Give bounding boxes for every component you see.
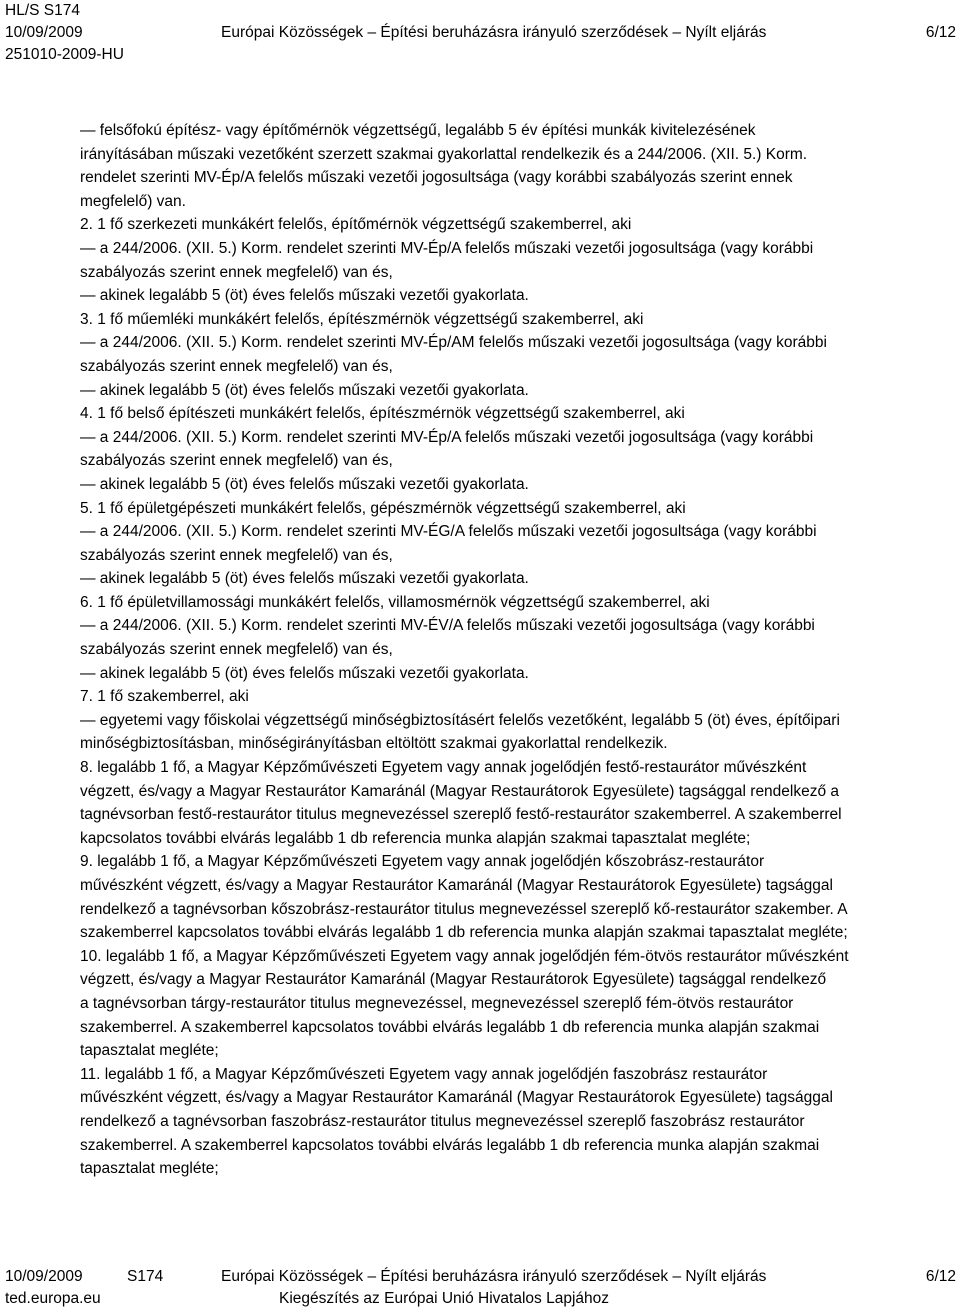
body-line: 2. 1 fő szerkezeti munkákért felelős, építőmérnök végzettségű szakemberrel, aki xyxy=(80,216,632,234)
body-line: — akinek legalább 5 (öt) éves felelős műszaki vezetői gyakorlata. xyxy=(80,570,529,588)
body-line: 9. legalább 1 fő, a Magyar Képzőművészeti Egyetem vagy annak jogelődjén kőszobrász-restaurátor xyxy=(80,853,765,871)
footer-site-link[interactable]: ted.europa.eu xyxy=(5,1290,101,1307)
body-line: tagnévsorban festő-restaurátor titulus megnevezéssel szereplő festő-restaurátor szakemberrel. A szakemberrel xyxy=(80,806,842,824)
body-line: — a 244/2006. (XII. 5.) Korm. rendelet szerinti MV-Ép/A felelős műszaki vezetői jogosultsága (vagy korábbi xyxy=(80,428,814,446)
body-line: — egyetemi vagy főiskolai végzettségű minőségbiztosításért felelős vezetőként, legalább 5 (öt) éves, építőipari xyxy=(80,711,840,729)
body-line: végzett, és/vagy a Magyar Restaurátor Kamaránál (Magyar Restaurátorok Egyesülete) tagsággal rendelkező xyxy=(80,971,827,989)
header-series: HL/S S174 xyxy=(5,2,80,19)
footer-series: S174 xyxy=(127,1268,164,1285)
body-line: 8. legalább 1 fő, a Magyar Képzőművészeti Egyetem vagy annak jogelődjén festő-restaurátor művészként xyxy=(80,759,807,777)
header-title: Európai Közösségek – Építési beruházásra irányuló szerződések – Nyílt eljárás xyxy=(221,24,767,41)
body-line: — a 244/2006. (XII. 5.) Korm. rendelet szerinti MV-ÉG/A felelős műszaki vezetői jogosultsága (vagy korábbi xyxy=(80,523,817,541)
body-line: művészként végzett, és/vagy a Magyar Restaurátor Kamaránál (Magyar Restaurátorok Egyesülete) tagsággal xyxy=(80,877,833,894)
body-line: — akinek legalább 5 (öt) éves felelős műszaki vezetői gyakorlata. xyxy=(80,475,529,493)
body-line: szabályozás szerint ennek megfelelő) van és, xyxy=(80,357,393,375)
body-line: szabályozás szerint ennek megfelelő) van és, xyxy=(80,546,393,564)
header-document-id: 251010-2009-HU xyxy=(5,46,124,63)
body-line: minőségbiztosításban, minőségirányításban eltöltött szakmai gyakorlattal rendelkezik. xyxy=(80,735,668,753)
footer-subtitle: Kiegészítés az Európai Unió Hivatalos Lapjához xyxy=(279,1290,609,1307)
body-line: a tagnévsorban tárgy-restaurátor titulus megnevezéssel, megnevezéssel szereplő fém-ötvös restaurátor xyxy=(80,994,794,1012)
header-date: 10/09/2009 xyxy=(5,24,83,41)
document-body xyxy=(80,119,956,1181)
body-line: tapasztalat megléte; xyxy=(80,1042,219,1060)
body-line: megfelelő) van. xyxy=(80,192,186,210)
body-line: művészként végzett, és/vagy a Magyar Restaurátor Kamaránál (Magyar Restaurátorok Egyesülete) tagsággal xyxy=(80,1089,833,1107)
body-line: 10. legalább 1 fő, a Magyar Képzőművészeti Egyetem vagy annak jogelődjén fém-ötvös restaurátor művészként xyxy=(80,947,849,965)
body-line: végzett, és/vagy a Magyar Restaurátor Kamaránál (Magyar Restaurátorok Egyesülete) tagsággal rendelkező a xyxy=(80,782,840,800)
page-header xyxy=(5,0,956,66)
body-line: 4. 1 fő belső építészeti munkákért felelős, építészmérnök végzettségű szakemberrel, aki xyxy=(80,405,685,423)
body-line: szabályozás szerint ennek megfelelő) van és, xyxy=(80,641,393,659)
body-line: — a 244/2006. (XII. 5.) Korm. rendelet szerinti MV-ÉV/A felelős műszaki vezetői jogosultsága (vagy korábbi xyxy=(80,617,815,635)
body-line: rendelkező a tagnévsorban kőszobrász-restaurátor titulus megnevezéssel szereplő kő-restaurátor szakember. A xyxy=(80,900,848,918)
body-line: szakemberrel kapcsolatos további elvárás legalább 1 db referencia munka alapján szakmai tapasztalat megléte; xyxy=(80,924,848,942)
body-line: 7. 1 fő szakemberrel, aki xyxy=(80,688,249,706)
footer-page-number: 6/12 xyxy=(925,1268,956,1285)
body-line: — akinek legalább 5 (öt) éves felelős műszaki vezetői gyakorlata. xyxy=(80,381,529,399)
body-line: — a 244/2006. (XII. 5.) Korm. rendelet szerinti MV-Ép/A felelős műszaki vezetői jogosultsága (vagy korábbi xyxy=(80,239,814,257)
body-line: irányításában műszaki vezetőként szerzett szakmai gyakorlattal rendelkezik és a 244/2006. (XII. 5.) Korm. xyxy=(80,145,808,163)
body-line: szakemberrel. A szakemberrel kapcsolatos további elvárás legalább 1 db referencia munka alapján szakmai xyxy=(80,1136,820,1154)
body-line: szabályozás szerint ennek megfelelő) van és, xyxy=(80,452,393,470)
body-line: — felsőfokú építész- vagy építőmérnök végzettségű, legalább 5 év építési munkák kivitelezésének xyxy=(80,122,756,139)
body-line: rendelet szerinti MV-Ép/A felelős műszaki vezetői jogosultsága (vagy korábbi szabályozás szerint ennek xyxy=(80,169,793,187)
body-line: 6. 1 fő épületvillamossági munkákért felelős, villamosmérnök végzettségű szakemberrel, aki xyxy=(80,593,710,611)
body-line: szabályozás szerint ennek megfelelő) van és, xyxy=(80,263,393,281)
footer-title: Európai Közösségek – Építési beruházásra irányuló szerződések – Nyílt eljárás xyxy=(221,1268,767,1285)
body-line: tapasztalat megléte; xyxy=(80,1160,219,1178)
page-footer xyxy=(5,1266,956,1310)
body-line: kapcsolatos további elvárás legalább 1 db referencia munka alapján szakmai tapasztalat megléte; xyxy=(80,829,751,847)
body-line: — akinek legalább 5 (öt) éves felelős műszaki vezetői gyakorlata. xyxy=(80,287,529,305)
footer-date: 10/09/2009 xyxy=(5,1268,83,1285)
body-line: 5. 1 fő épületgépészeti munkákért felelős, gépészmérnök végzettségű szakemberrel, aki xyxy=(80,499,686,517)
body-line: szakemberrel. A szakemberrel kapcsolatos további elvárás legalább 1 db referencia munka alapján szakmai xyxy=(80,1018,820,1036)
body-line: rendelkező a tagnévsorban faszobrász-restaurátor titulus megnevezéssel szereplő faszobrász restaurátor xyxy=(80,1112,805,1130)
body-line: — a 244/2006. (XII. 5.) Korm. rendelet szerinti MV-Ép/AM felelős műszaki vezetői jogosultsága (vagy korábbi xyxy=(80,334,827,352)
body-line: 3. 1 fő műemléki munkákért felelős, építészmérnök végzettségű szakemberrel, aki xyxy=(80,310,644,328)
header-page-number: 6/12 xyxy=(925,24,956,41)
body-line: 11. legalább 1 fő, a Magyar Képzőművészeti Egyetem vagy annak jogelődjén faszobrász restaurátor xyxy=(80,1065,768,1083)
body-line: — akinek legalább 5 (öt) éves felelős műszaki vezetői gyakorlata. xyxy=(80,664,529,682)
